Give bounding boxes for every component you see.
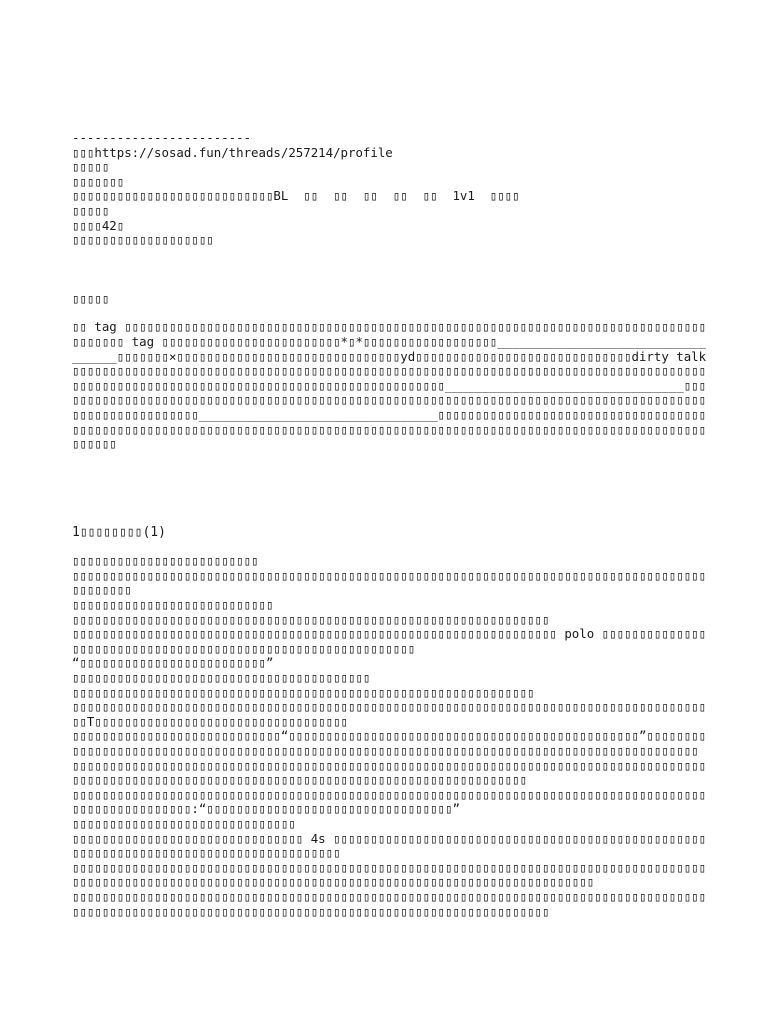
meta-line: ▯▯▯▯▯▯▯ [72, 173, 125, 189]
chapter-count-line: ▯▯▯▯42▯ [72, 217, 125, 233]
paragraph: ▯▯▯▯▯▯▯▯▯▯▯▯▯▯▯▯▯▯▯▯▯▯▯▯▯▯▯▯▯▯▯▯▯▯▯▯▯▯▯▯▯▯▯▯▯▯▯▯▯▯▯▯▯▯▯▯▯▯▯▯▯▯ [72, 684, 535, 700]
paragraph: “▯▯▯▯▯▯▯▯▯▯▯▯▯▯▯▯▯▯▯▯▯▯▯▯▯” [72, 655, 274, 671]
chapter-title: 1▯▯▯▯▯▯▯▯(1) [72, 524, 166, 540]
meta-line: ▯▯▯▯▯ [72, 202, 110, 218]
divider-line: ------------------------ [72, 130, 252, 145]
meta-line: ▯▯▯▯▯▯▯▯▯▯▯▯▯▯▯▯▯▯▯ [72, 232, 214, 248]
spacer [72, 452, 712, 526]
intro-heading: ▯▯▯▯▯ [72, 290, 110, 306]
spacer [72, 540, 712, 554]
paragraph: ▯▯▯▯▯▯▯▯▯▯▯▯▯▯▯▯▯▯▯▯▯▯▯▯▯▯▯▯▯▯▯▯▯▯▯▯▯▯▯▯▯▯▯▯▯▯▯▯▯▯▯▯▯▯▯▯▯▯▯▯▯▯▯▯▯▯▯▯▯▯▯▯▯▯▯▯▯▯▯▯▯▯▯▯▯▯▯▯▯▯▯▯▯▯▯▯▯▯▯▯▯▯▯▯▯▯▯▯▯▯▯▯▯▯▯▯▯▯▯▯▯▯▯▯▯▯▯▯▯▯▯▯▯▯▯▯▯▯▯▯▯▯▯▯▯▯▯▯▯ [72, 888, 707, 919]
intro-body: ▯▯ tag ▯▯▯▯▯▯▯▯▯▯▯▯▯▯▯▯▯▯▯▯▯▯▯▯▯▯▯▯▯▯▯▯▯▯▯▯▯▯▯▯▯▯▯▯▯▯▯▯▯▯▯▯▯▯▯▯▯▯▯▯▯▯▯▯▯▯▯▯▯▯▯▯▯▯▯▯▯▯▯▯▯▯▯▯▯ tag ▯▯▯▯▯▯▯▯▯▯▯▯▯▯▯▯▯▯▯▯▯▯▯▯*▯*▯▯▯▯▯▯▯▯▯▯▯▯▯▯▯▯▯▯__________________________________▯▯▯▯▯▯▯×▯▯▯▯▯▯▯▯▯▯▯▯▯▯▯▯▯▯▯▯▯▯▯▯▯▯▯▯▯▯yd▯▯▯▯▯▯▯▯▯▯▯▯▯▯▯▯▯▯▯▯▯▯▯▯▯▯▯▯▯dirty talk▯▯▯▯▯▯▯▯▯▯▯▯▯▯▯▯▯▯▯▯▯▯▯▯▯▯▯▯▯▯▯▯▯▯▯▯▯▯▯▯▯▯▯▯▯▯▯▯▯▯▯▯▯▯▯▯▯▯▯▯▯▯▯▯▯▯▯▯▯▯▯▯▯▯▯▯▯▯▯▯▯▯▯▯▯▯▯▯▯▯▯▯▯▯▯▯▯▯▯▯▯▯▯▯▯▯▯▯▯▯▯▯▯▯▯▯▯▯▯▯▯▯▯▯▯▯▯▯▯▯▯▯▯▯▯________________________________▯▯▯▯▯▯▯▯▯▯▯▯▯▯▯▯▯▯▯▯▯▯▯▯▯▯▯▯▯▯▯▯▯▯▯▯▯▯▯▯▯▯▯▯▯▯▯▯▯▯▯▯▯▯▯▯▯▯▯▯▯▯▯▯▯▯▯▯▯▯▯▯▯▯▯▯▯▯▯▯▯▯▯▯▯▯▯▯▯▯▯▯▯▯▯▯▯▯▯▯▯▯▯▯▯________________________________▯▯▯▯▯▯▯▯▯▯▯▯▯▯▯▯▯▯▯▯▯▯▯▯▯▯▯▯▯▯▯▯▯▯▯▯▯▯▯▯▯▯▯▯▯▯▯▯▯▯▯▯▯▯▯▯▯▯▯▯▯▯▯▯▯▯▯▯▯▯▯▯▯▯▯▯▯▯▯▯▯▯▯▯▯▯▯▯▯▯▯▯▯▯▯▯▯▯▯▯▯▯▯▯▯▯▯▯▯▯▯▯▯▯▯▯▯▯▯▯▯▯▯▯▯▯▯ [72, 319, 707, 452]
paragraph: ▯▯▯▯▯▯▯▯▯▯▯▯▯▯▯▯▯▯▯▯▯▯▯▯▯▯▯▯▯▯▯ 4s ▯▯▯▯▯▯▯▯▯▯▯▯▯▯▯▯▯▯▯▯▯▯▯▯▯▯▯▯▯▯▯▯▯▯▯▯▯▯▯▯▯▯▯▯▯▯▯▯▯▯▯▯▯▯▯▯▯▯▯▯▯▯▯▯▯▯▯▯▯▯▯▯▯▯▯▯▯▯▯▯▯▯▯▯▯▯ [72, 830, 707, 861]
paragraph: ▯▯▯▯▯▯▯▯▯▯▯▯▯▯▯▯▯▯▯▯▯▯▯▯▯▯▯ [72, 597, 274, 613]
paragraph: ▯▯▯▯▯▯▯▯▯▯▯▯▯▯▯▯▯▯▯▯▯▯▯▯▯▯▯▯▯▯▯▯▯▯▯▯▯▯▯▯▯▯▯▯▯▯▯▯▯▯▯▯▯▯▯▯▯▯▯▯▯▯▯▯▯▯▯▯▯▯▯▯▯▯▯▯▯▯▯▯▯▯▯▯▯▯▯▯▯▯▯▯▯ [72, 567, 707, 598]
paragraph: ▯▯▯▯▯▯▯▯▯▯▯▯▯▯▯▯▯▯▯▯▯▯▯▯▯▯▯▯▯▯▯▯▯▯▯▯▯▯▯▯▯▯▯▯▯▯▯▯▯▯▯▯▯▯▯▯▯▯▯▯▯▯▯▯▯▯▯▯▯▯▯▯▯▯▯▯▯▯▯▯▯▯▯▯▯▯▯▯▯▯▯▯▯▯▯▯▯▯▯▯▯▯▯▯▯▯▯▯▯▯▯▯▯▯▯▯▯▯▯▯▯▯▯▯▯▯▯▯▯▯▯▯▯▯▯▯▯▯▯▯▯▯▯▯▯▯ [72, 757, 707, 788]
paragraph: ▯▯▯▯▯▯▯▯▯▯▯▯▯▯▯▯▯▯▯▯▯▯▯▯▯▯▯▯“▯▯▯▯▯▯▯▯▯▯▯▯▯▯▯▯▯▯▯▯▯▯▯▯▯▯▯▯▯▯▯▯▯▯▯▯▯▯▯▯▯▯▯▯▯▯▯”▯▯▯▯▯▯▯▯▯▯▯▯▯▯▯▯▯▯▯▯▯▯▯▯▯▯▯▯▯▯▯▯▯▯▯▯▯▯▯▯▯▯▯▯▯▯▯▯▯▯▯▯▯▯▯▯▯▯▯▯▯▯▯▯▯▯▯▯▯▯▯▯▯▯▯▯▯▯▯▯▯▯▯▯▯▯▯▯▯▯▯▯ [72, 728, 707, 758]
meta-line: ▯▯▯▯▯ [72, 159, 110, 175]
paragraph: ▯▯▯▯▯▯▯▯▯▯▯▯▯▯▯▯▯▯▯▯▯▯▯▯▯▯▯▯▯▯▯▯▯▯▯▯▯▯▯▯▯▯▯▯▯▯▯▯▯▯▯▯▯▯▯▯▯▯▯▯▯▯▯▯▯▯▯▯▯▯▯▯▯▯▯▯▯▯▯▯▯▯▯▯▯▯▯T▯▯▯▯▯▯▯▯▯▯▯▯▯▯▯▯▯▯▯▯▯▯▯▯▯▯▯▯▯▯▯▯▯▯ [72, 699, 707, 729]
source-url-line: ▯▯▯https://sosad.fun/threads/257214/profile [72, 144, 393, 160]
tags-line: ▯▯▯▯▯▯▯▯▯▯▯▯▯▯▯▯▯▯▯▯▯▯▯▯▯▯▯BL ▯▯ ▯▯ ▯▯ ▯▯ ▯▯ 1v1 ▯▯▯▯ [72, 188, 520, 204]
paragraph: ▯▯▯▯▯▯▯▯▯▯▯▯▯▯▯▯▯▯▯▯▯▯▯▯▯▯▯▯▯▯▯▯▯▯▯▯▯▯▯▯▯▯▯▯▯▯▯▯▯▯▯▯▯▯▯▯▯▯▯▯▯▯▯▯▯▯▯▯▯▯▯▯▯▯▯▯▯▯▯▯▯▯▯▯▯▯▯▯▯▯▯▯▯▯▯▯▯▯▯▯▯:“▯▯▯▯▯▯▯▯▯▯▯▯▯▯▯▯▯▯▯▯▯▯▯▯▯▯▯▯▯▯▯▯▯” [72, 786, 707, 817]
spacer [72, 306, 712, 320]
paragraph: ▯▯▯▯▯▯▯▯▯▯▯▯▯▯▯▯▯▯▯▯▯▯▯▯▯▯▯▯▯▯▯▯▯▯▯▯▯▯▯▯ [72, 670, 371, 686]
document-page [72, 131, 712, 919]
paragraph: ▯▯▯▯▯▯▯▯▯▯▯▯▯▯▯▯▯▯▯▯▯▯▯▯▯▯▯▯▯▯ [72, 815, 296, 831]
paragraph: ▯▯▯▯▯▯▯▯▯▯▯▯▯▯▯▯▯▯▯▯▯▯▯▯▯ [72, 553, 259, 569]
paragraph: ▯▯▯▯▯▯▯▯▯▯▯▯▯▯▯▯▯▯▯▯▯▯▯▯▯▯▯▯▯▯▯▯▯▯▯▯▯▯▯▯▯▯▯▯▯▯▯▯▯▯▯▯▯▯▯▯▯▯▯▯▯▯▯▯▯▯▯▯▯▯▯▯▯▯▯▯▯▯▯▯▯▯▯▯▯▯▯▯▯▯▯▯▯▯▯▯▯▯▯▯▯▯▯▯▯▯▯▯▯▯▯▯▯▯▯▯▯▯▯▯▯▯▯▯▯▯▯▯▯▯▯▯▯▯▯▯▯▯▯▯▯▯▯▯▯▯▯▯▯▯▯▯▯▯▯ [72, 859, 707, 890]
paragraph: ▯▯▯▯▯▯▯▯▯▯▯▯▯▯▯▯▯▯▯▯▯▯▯▯▯▯▯▯▯▯▯▯▯▯▯▯▯▯▯▯▯▯▯▯▯▯▯▯▯▯▯▯▯▯▯▯▯▯▯▯▯▯▯▯ [72, 611, 550, 627]
spacer [72, 248, 712, 292]
paragraph: ▯▯▯▯▯▯▯▯▯▯▯▯▯▯▯▯▯▯▯▯▯▯▯▯▯▯▯▯▯▯▯▯▯▯▯▯▯▯▯▯▯▯▯▯▯▯▯▯▯▯▯▯▯▯▯▯▯▯▯▯▯▯▯▯▯ polo ▯▯▯▯▯▯▯▯▯▯▯▯▯▯▯▯▯▯▯▯▯▯▯▯▯▯▯▯▯▯▯▯▯▯▯▯▯▯▯▯▯▯▯▯▯▯▯▯▯▯▯▯▯▯▯▯▯▯▯▯ [72, 626, 707, 656]
